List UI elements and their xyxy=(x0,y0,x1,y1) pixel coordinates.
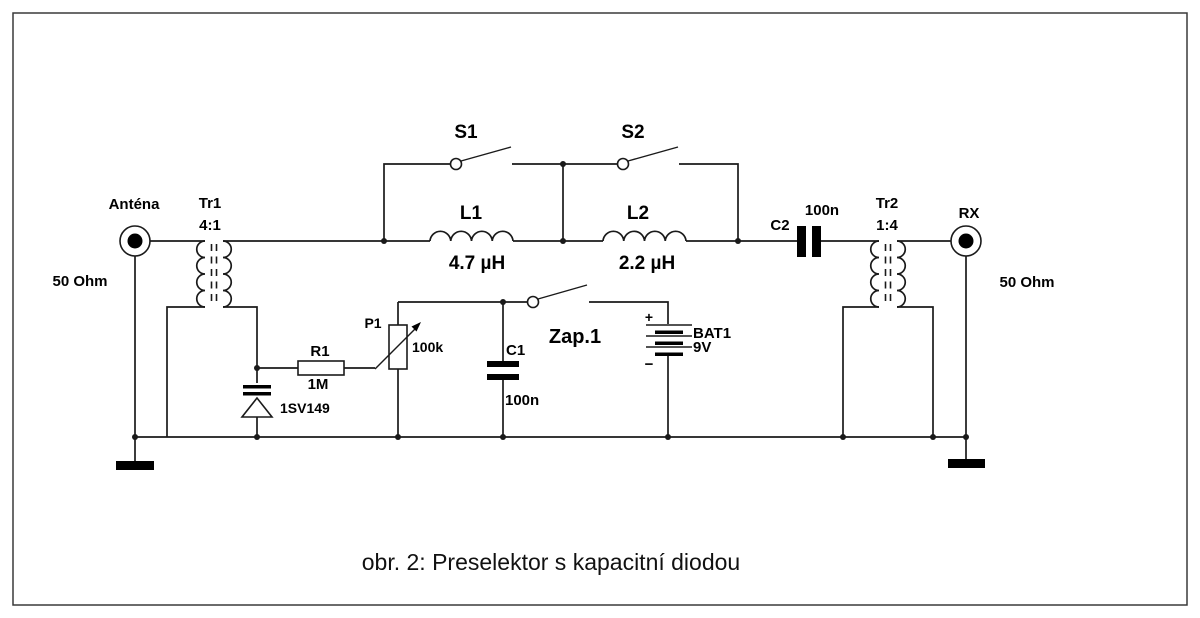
c1-ref-label: C1 xyxy=(506,342,526,359)
l2-value-label: 2.2 µH xyxy=(618,253,676,274)
ground-symbol-right xyxy=(948,459,985,468)
l2-ref-label: L2 xyxy=(626,203,650,224)
l1-ref-label: L1 xyxy=(459,203,483,224)
resistor-r1 xyxy=(298,361,344,375)
p1-wiper-arrow xyxy=(412,322,422,332)
c2-value-label: 100n xyxy=(804,202,840,219)
rx-label: RX xyxy=(958,205,980,222)
tr2-secondary-winding xyxy=(897,241,905,307)
capacitor-c1 xyxy=(487,361,519,380)
p1-value-label: 100k xyxy=(412,339,444,355)
tr2-ratio-label: 1:4 xyxy=(876,217,898,234)
tr1-ref-label: Tr1 xyxy=(198,195,222,212)
figure-caption: obr. 2: Preselektor s kapacitní diodou xyxy=(361,549,741,575)
s2-ref-label: S2 xyxy=(621,122,645,143)
switch-s2 xyxy=(618,147,679,170)
zap1-ref-label: Zap.1 xyxy=(548,326,602,348)
varactor-ref-label: 1SV149 xyxy=(280,400,330,416)
capacitor-c2 xyxy=(797,226,821,257)
c1-value-label: 100n xyxy=(505,392,540,409)
p1-ref-label: P1 xyxy=(364,315,382,331)
bat1-ref-label: BAT1 xyxy=(693,325,732,342)
switch-zap1 xyxy=(528,285,588,308)
battery-plus-sign: + xyxy=(644,309,654,325)
rx-connector xyxy=(951,226,981,256)
inductor-l2 xyxy=(603,231,686,241)
tr2-primary-winding xyxy=(871,241,879,307)
switch-s1 xyxy=(451,147,512,170)
tr2-ref-label: Tr2 xyxy=(875,195,899,212)
varactor-diode xyxy=(242,385,272,417)
c2-ref-label: C2 xyxy=(770,217,790,234)
antenna-label: Anténa xyxy=(108,196,160,213)
tr1-primary-winding xyxy=(197,241,205,307)
r1-ref-label: R1 xyxy=(310,343,330,360)
transformer-tr1 xyxy=(197,241,231,307)
transformer-tr2 xyxy=(871,241,906,307)
battery-minus-sign: − xyxy=(644,356,654,373)
diode-triangle xyxy=(242,398,272,417)
figure-border xyxy=(13,13,1187,605)
l1-value-label: 4.7 µH xyxy=(448,253,506,274)
r1-value-label: 1M xyxy=(307,376,329,393)
rx-impedance-label: 50 Ohm xyxy=(999,274,1055,291)
tr1-secondary-winding xyxy=(223,241,231,307)
inductor-l1 xyxy=(430,231,513,241)
antenna-impedance-label: 50 Ohm xyxy=(52,273,108,290)
s1-ref-label: S1 xyxy=(454,122,478,143)
ground-symbol-left xyxy=(116,461,154,470)
tr1-ratio-label: 4:1 xyxy=(199,217,221,234)
bat1-value-label: 9V xyxy=(693,339,712,356)
battery-bat1 xyxy=(646,325,692,356)
antenna-connector xyxy=(120,226,150,256)
